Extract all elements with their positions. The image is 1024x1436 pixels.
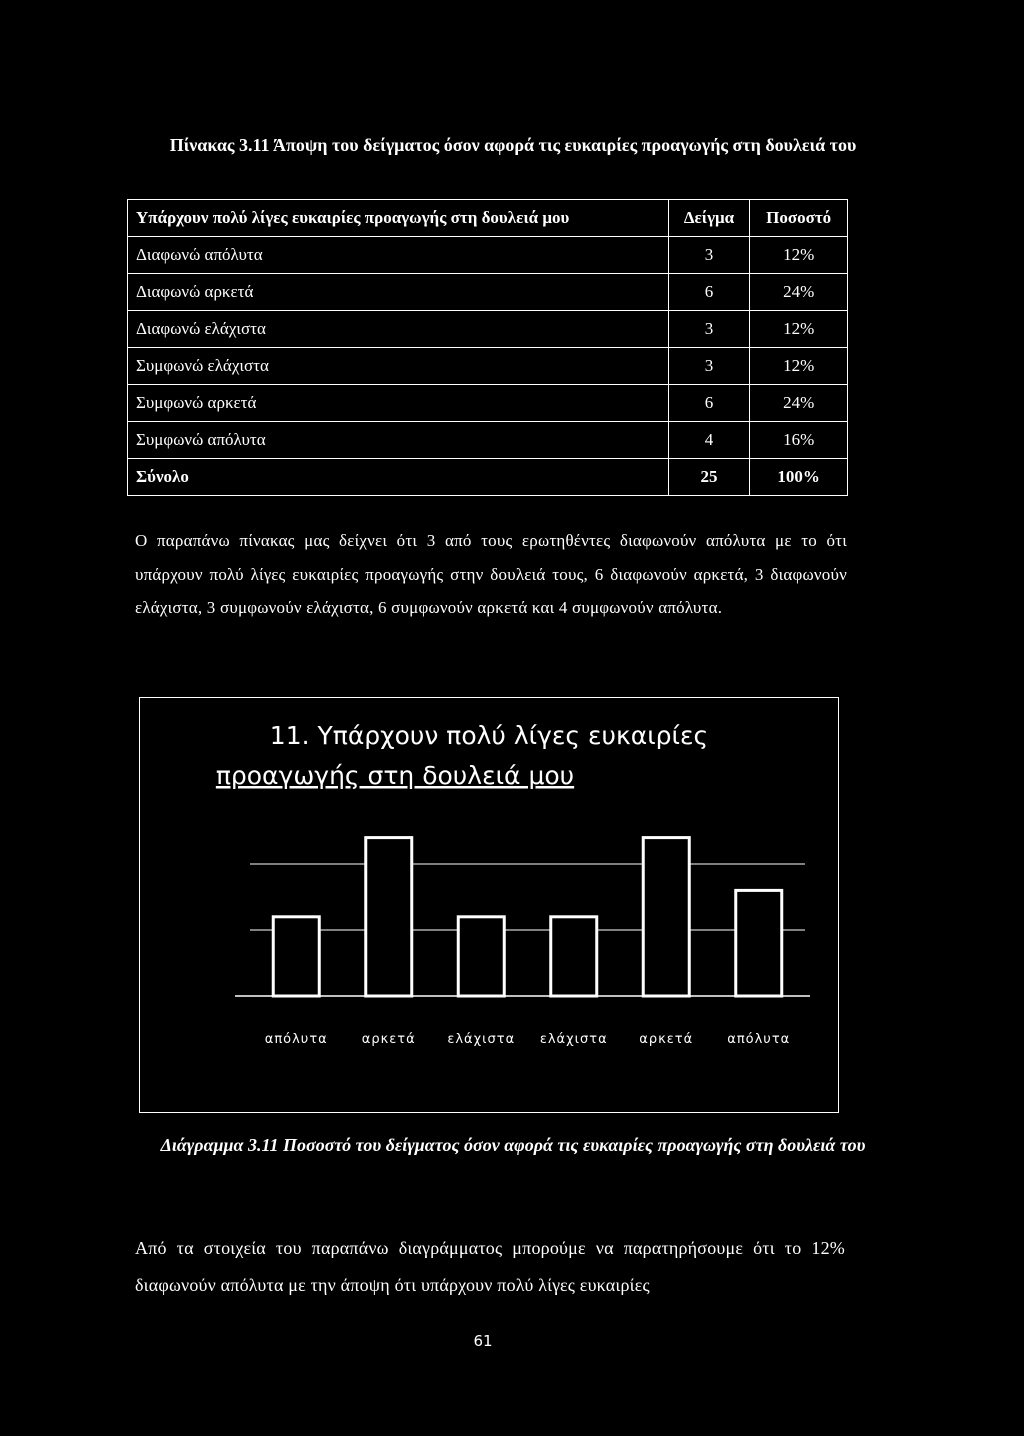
chart-x-tick-label: απόλυτα <box>727 1032 791 1047</box>
row-percent: 12% <box>750 311 848 348</box>
chart-bar <box>643 838 689 996</box>
chart-bar <box>273 917 319 996</box>
chart-bar <box>458 917 504 996</box>
bar-chart <box>140 698 838 1112</box>
table-row <box>128 385 848 422</box>
chart-bar <box>736 890 782 996</box>
row-sample: 4 <box>668 422 750 459</box>
chart-bar <box>366 838 412 996</box>
table-total-row <box>128 459 848 496</box>
row-category: Συμφωνώ ελάχιστα <box>128 348 669 385</box>
row-category: Συμφωνώ απόλυτα <box>128 422 669 459</box>
total-category: Σύνολο <box>128 459 669 496</box>
chart-bars <box>273 838 782 996</box>
chart-title-line2: προαγωγής στη δουλειά μου <box>215 761 575 790</box>
table-row <box>128 274 848 311</box>
table-caption-text: Άποψη του δείγματος όσον αφορά τις ευκαιρίες προαγωγής στη δουλειά του <box>269 135 857 155</box>
table-row <box>128 422 848 459</box>
chart-x-tick-label: απόλυτα <box>264 1032 328 1047</box>
row-category: Διαφωνώ ελάχιστα <box>128 311 669 348</box>
page-number: 61 <box>473 1332 493 1350</box>
table-row <box>128 311 848 348</box>
row-percent: 16% <box>750 422 848 459</box>
chart-x-tick-label: ελάχιστα <box>539 1032 608 1047</box>
header-sample: Δείγμα <box>668 200 750 237</box>
row-sample: 6 <box>668 385 750 422</box>
total-sample: 25 <box>668 459 750 496</box>
row-sample: 3 <box>668 311 750 348</box>
row-category: Διαφωνώ απόλυτα <box>128 237 669 274</box>
row-category: Διαφωνώ αρκετά <box>128 274 669 311</box>
row-sample: 6 <box>668 274 750 311</box>
chart-gridlines <box>250 864 805 930</box>
row-percent: 24% <box>750 385 848 422</box>
row-percent: 12% <box>750 237 848 274</box>
row-category: Συμφωνώ αρκετά <box>128 385 669 422</box>
figure-caption: Διάγραμμα 3.11 Ποσοστό του δείγματος όσον αφορά τις ευκαιρίες προαγωγής στη δουλειά του <box>160 1135 866 1155</box>
row-sample: 3 <box>668 237 750 274</box>
table-caption <box>130 127 896 163</box>
table-row <box>128 237 848 274</box>
paragraph-analysis: Από τα στοιχεία του παραπάνω διαγράμματος μπορούμε να παρατηρήσουμε ότι το 12% διαφωνούν απόλυτα με την άποψη ότι υπάρχουν πολύ λίγες ευκαιρίες <box>135 1238 845 1295</box>
header-percent: Ποσοστό <box>750 200 848 237</box>
chart-x-labels <box>265 1032 790 1047</box>
chart-x-tick-label: αρκετά <box>361 1032 416 1047</box>
table-row <box>128 348 848 385</box>
row-percent: 12% <box>750 348 848 385</box>
results-table <box>127 199 848 496</box>
chart-bar <box>551 917 597 996</box>
table-caption-label: Πίνακας 3.11 <box>169 135 270 155</box>
chart-frame <box>139 697 839 1113</box>
row-sample: 3 <box>668 348 750 385</box>
total-percent: 100% <box>750 459 848 496</box>
chart-title-line1: 11. Υπάρχουν πολύ λίγες ευκαιρίες <box>269 721 709 750</box>
header-category: Υπάρχουν πολύ λίγες ευκαιρίες προαγωγής στη δουλειά μου <box>128 200 669 237</box>
chart-x-tick-label: ελάχιστα <box>447 1032 516 1047</box>
paragraph-summary: Ο παραπάνω πίνακας μας δείχνει ότι 3 από τους ερωτηθέντες διαφωνούν απόλυτα με το ότι υπάρχουν πολύ λίγες ευκαιρίες προαγωγής στην δουλειά τους, 6 διαφωνούν αρκετά, 3 διαφωνούν ελάχιστα, 3 συμφωνούν ελάχιστα, 6 συμφωνούν αρκετά και 4 συμφωνούν απόλυτα. <box>135 531 847 617</box>
chart-x-tick-label: αρκετά <box>639 1032 694 1047</box>
table-header-row <box>128 200 848 237</box>
row-percent: 24% <box>750 274 848 311</box>
